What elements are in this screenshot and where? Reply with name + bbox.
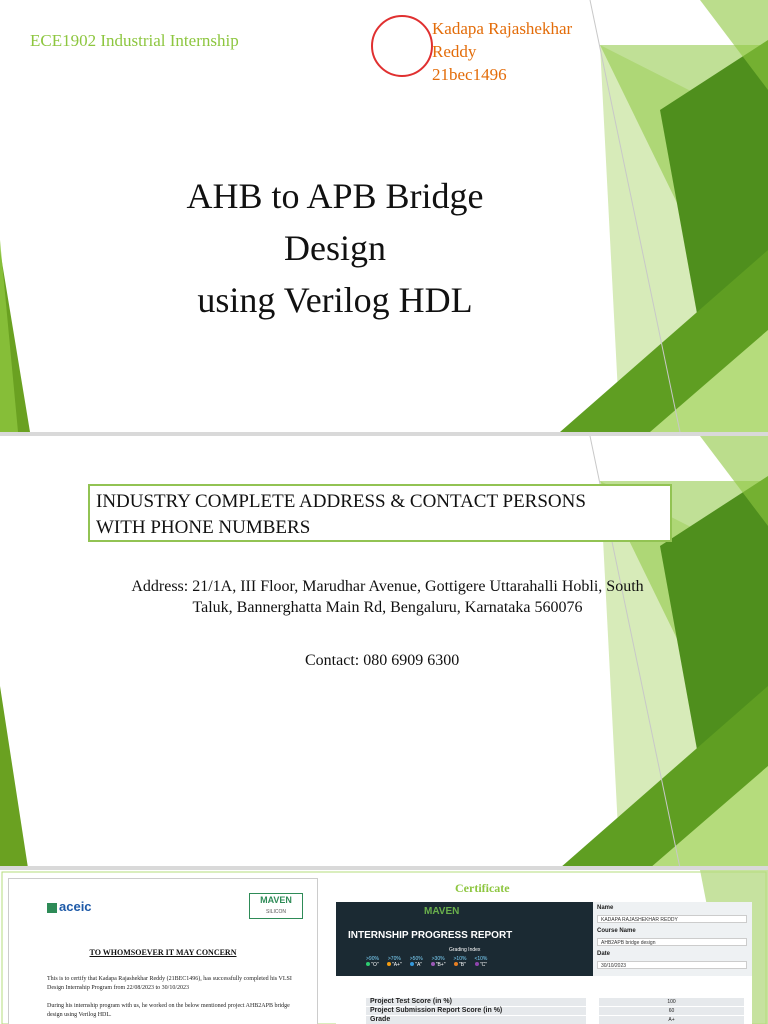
slide-title — [0, 0, 768, 432]
grade-dot-icon — [431, 962, 435, 966]
progress-report — [336, 902, 752, 1024]
grade-percent: <10% — [474, 956, 488, 962]
grade-dot-icon — [366, 962, 370, 966]
title-line1: AHB to APB Bridge — [186, 176, 484, 216]
address-text — [110, 576, 665, 618]
slide-title-text — [110, 170, 560, 326]
score-value: 100 — [599, 998, 744, 1006]
author-name-line1: Kadapa Rajashekhar — [432, 19, 573, 38]
title-line3: using Verilog HDL — [197, 280, 473, 320]
score-label: Project Test Score (in %) — [366, 998, 586, 1006]
grade-percent: >30% — [431, 956, 445, 962]
grade-percent: >70% — [387, 956, 401, 962]
score-row — [366, 998, 746, 1006]
grade-dot-icon — [475, 962, 479, 966]
score-row — [366, 1016, 746, 1024]
grade-letter: "C" — [479, 962, 487, 968]
name-label: Name — [597, 905, 614, 911]
course-code: ECE1902 Industrial Internship — [30, 31, 239, 50]
date-value: 30/10/2023 — [597, 961, 747, 969]
grade-letter: "A+" — [391, 962, 402, 968]
address-line2: Taluk, Bannerghatta Main Rd, Bengaluru, Karnataka 560076 — [192, 599, 583, 616]
registration-number: 21bec1496 — [432, 65, 507, 84]
date-label: Date — [597, 951, 611, 957]
score-value: 60 — [599, 1007, 744, 1015]
grading-index — [366, 956, 487, 968]
grade-dot-icon — [454, 962, 458, 966]
grade-percent: >50% — [409, 956, 423, 962]
course-label: Course Name — [597, 928, 636, 934]
grade-item — [431, 956, 446, 968]
author-name-line2: Reddy — [432, 42, 477, 61]
grade-item — [387, 956, 402, 968]
aceic-logo: aceic — [47, 899, 92, 914]
score-table — [366, 998, 746, 1024]
report-fields — [593, 902, 752, 976]
report-title: INTERNSHIP PROGRESS REPORT — [348, 930, 513, 941]
score-value: A+ — [599, 1016, 744, 1024]
grade-letter: "B" — [459, 962, 466, 968]
contact-number: Contact: 080 6909 6300 — [305, 652, 460, 669]
internship-letter — [8, 878, 318, 1024]
score-label: Grade — [366, 1016, 586, 1024]
address-line1: Address: 21/1A, III Floor, Marudhar Avenue, Gottigere Uttarahalli Hobli, South — [131, 578, 644, 595]
score-label: Project Submission Report Score (in %) — [366, 1007, 586, 1015]
grade-letter: "A" — [415, 962, 423, 968]
maven-logo: MAVEN SILICON — [249, 893, 303, 919]
grade-percent: >10% — [453, 956, 467, 962]
grade-item — [366, 956, 379, 968]
course-value: AHB2APB bridge design — [597, 938, 747, 946]
letter-paragraph2: During his internship program with us, he worked on the below mentioned project AHB2APB bridge design using Verilog HDL. — [47, 1003, 290, 1018]
grade-item — [474, 956, 487, 968]
grade-item — [454, 956, 467, 968]
address-heading-box — [88, 484, 672, 542]
letter-heading: TO WHOMSOEVER IT MAY CONCERN — [89, 948, 237, 957]
grade-letter: "O" — [371, 962, 379, 968]
author-block — [432, 17, 572, 86]
slide-certificate — [0, 870, 768, 1024]
slide-address — [0, 436, 768, 868]
report-header — [336, 902, 593, 976]
circle-shape — [371, 15, 433, 77]
grade-dot-icon — [410, 962, 414, 966]
maven-logo: MAVEN — [424, 906, 460, 917]
grade-dot-icon — [387, 962, 391, 966]
grade-percent: >90% — [366, 956, 379, 962]
grading-index-label: Grading Index — [449, 947, 481, 953]
score-row — [366, 1007, 746, 1015]
grade-letter: "B+" — [435, 962, 446, 968]
heading-line2: WITH PHONE NUMBERS — [96, 517, 311, 538]
letter-paragraph1: This is to certify that Kadapa Rajashekhar Reddy (21BEC1496), has successfully completed his VLSI Design Internship Program from 22/08/2023 to 30/10/2023 — [47, 976, 292, 991]
grade-item — [410, 956, 423, 968]
certificate-label: Certificate — [455, 881, 510, 895]
title-line2: Design — [284, 228, 386, 268]
heading-line1: INDUSTRY COMPLETE ADDRESS & CONTACT PERSONS — [96, 491, 586, 512]
name-value: KADAPA RAJASHEKHAR REDDY — [597, 915, 747, 923]
